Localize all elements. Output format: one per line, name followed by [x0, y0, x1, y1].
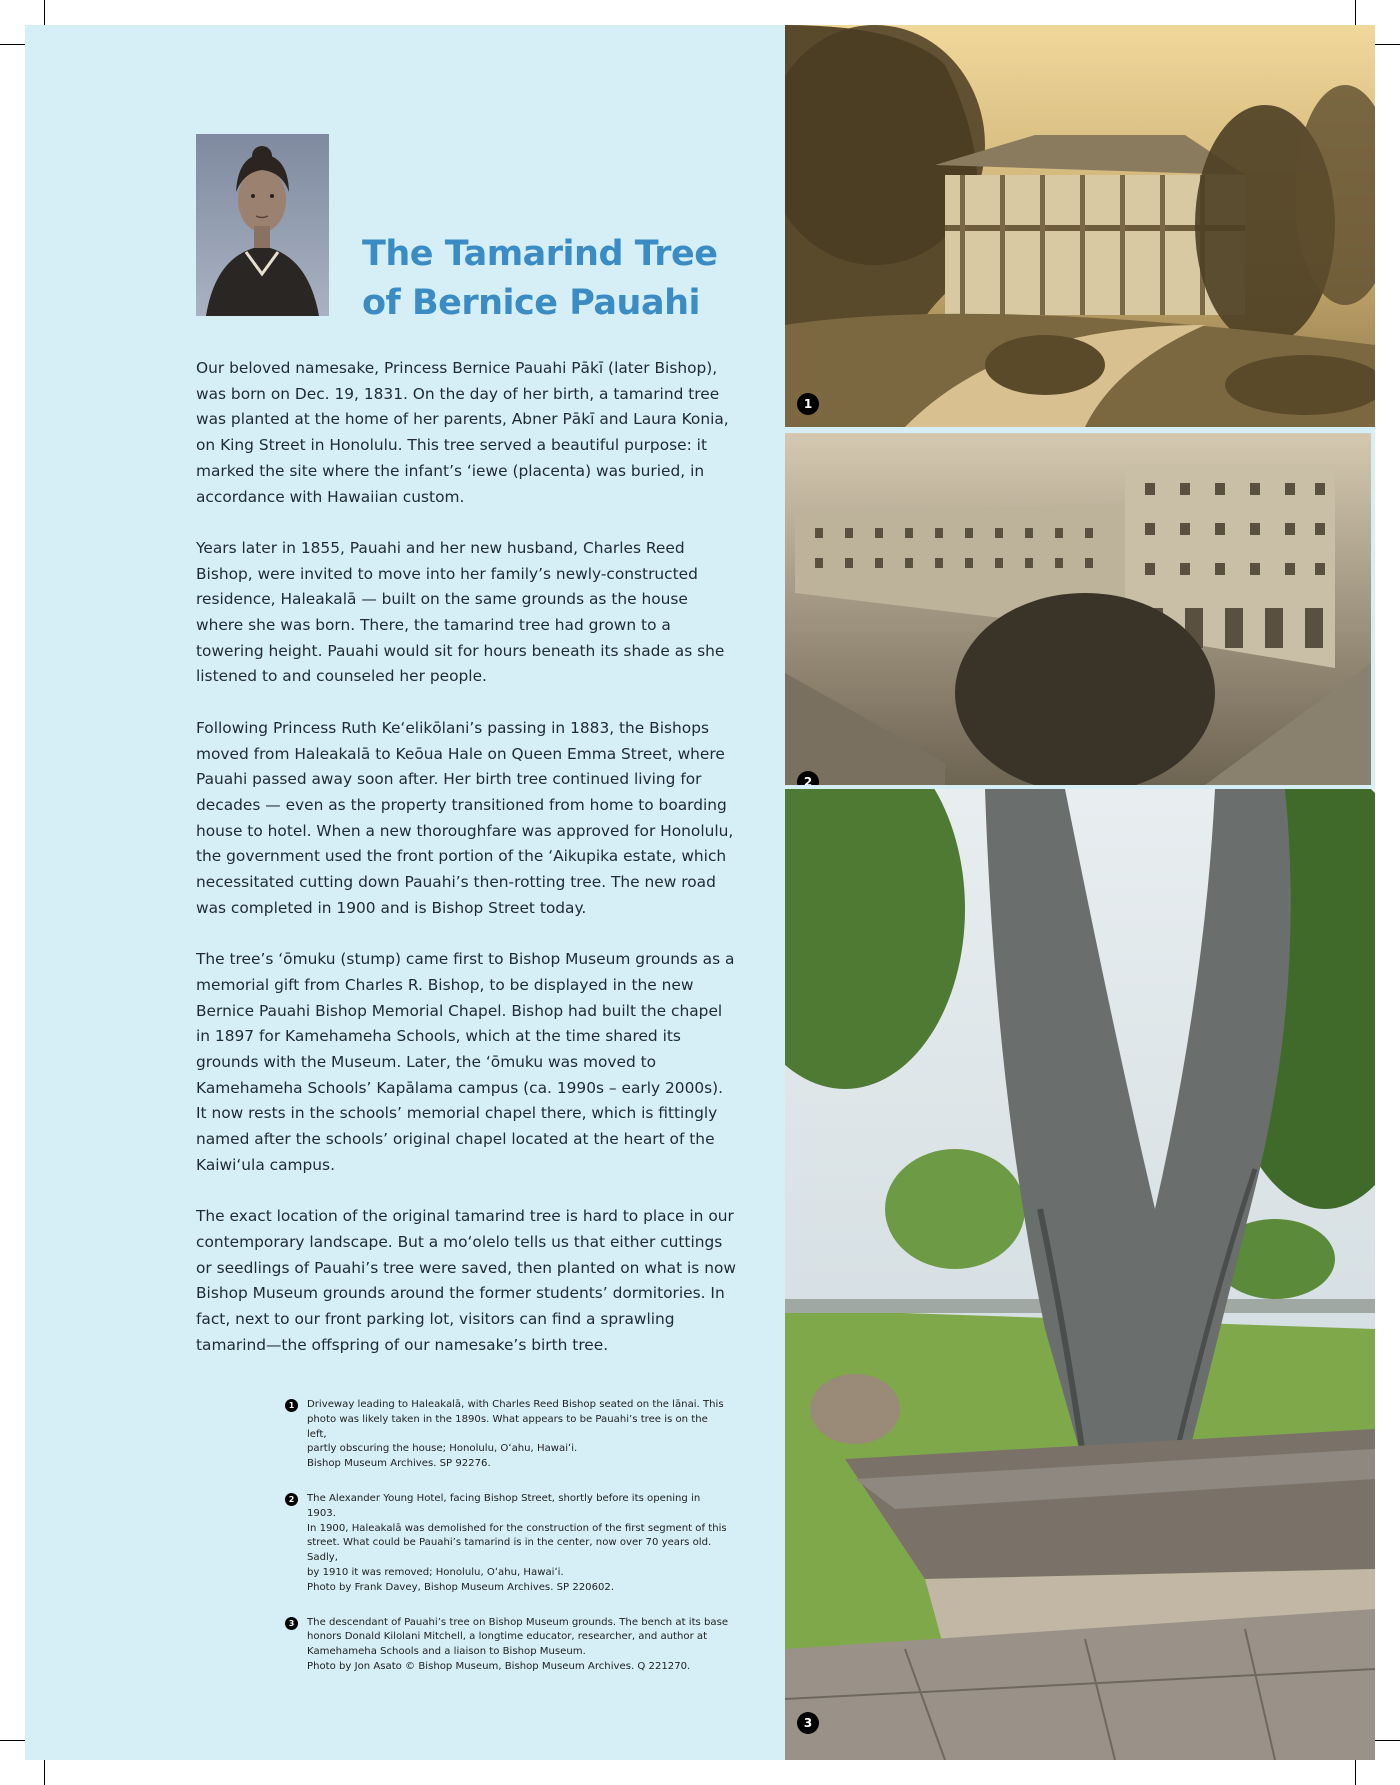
caption-line: by 1910 it was removed; Honolulu, Oʻahu, Hawaiʻi.	[307, 1566, 564, 1578]
caption-line: Photo by Frank Davey, Bishop Museum Archives. SP 220602.	[307, 1581, 615, 1593]
photo-haleakala-house	[785, 25, 1375, 427]
paragraph: Following Princess Ruth Keʻelikōlani’s passing in 1883, the Bishops moved from Haleakalā to Keōua Hale on Queen Emma Street, where Pauahi passed away soon after. Her birth tree continued living for decades — even as the property transitioned from home to boarding house to hotel. When a new thoroughfare was approved for Honolulu, the government used the front portion of the ʻAikupika estate, which necessitated cutting down Pauahi’s then-rotting tree. The new road was completed in 1900 and is Bishop Street today.	[196, 718, 734, 917]
caption-line: partly obscuring the house; Honolulu, Oʻahu, Hawaiʻi.	[307, 1443, 578, 1455]
caption-line: Bishop Museum Archives. SP 92276.	[307, 1458, 491, 1470]
photo-number-badge: 3	[797, 1712, 819, 1734]
caption-line: street. What could be Pauahi’s tamarind is in the center, now over 70 years old. Sadly,	[307, 1537, 712, 1564]
article-body	[196, 356, 736, 1384]
paragraph: The exact location of the original tamarind tree is hard to place in our contemporary landscape. But a moʻolelo tells us that either cuttings or seedlings of Pauahi’s tree were saved, then planted on what is now Bishop Museum grounds around the former students’ dormitories. In fact, next to our front parking lot, visitors can find a sprawling tamarind—the offspring of our namesake’s birth tree.	[196, 1207, 736, 1354]
caption-line: photo was likely taken in the 1890s. What appears to be Pauahi’s tree is on the left,	[307, 1413, 708, 1440]
caption-line: Photo by Jon Asato © Bishop Museum, Bishop Museum Archives. Q 221270.	[307, 1660, 691, 1672]
caption-number: 3	[285, 1617, 298, 1630]
caption-line: The descendant of Pauahi’s tree on Bishop Museum grounds. The bench at its base	[307, 1616, 729, 1628]
photo-column	[785, 25, 1375, 1760]
photo-alexander-young-hotel	[785, 433, 1371, 785]
caption-number: 1	[285, 1399, 298, 1412]
portrait-photo	[196, 134, 329, 316]
paragraph: The tree’s ʻōmuku (stump) came first to Bishop Museum grounds as a memorial gift from Charles R. Bishop, to be displayed in the new Bernice Pauahi Bishop Memorial Chapel. Bishop had built the chapel in 1897 for Kamehameha Schools, which at the time shared its grounds with the Museum. Later, the ʻōmuku was moved to Kamehameha Schools’ Kapālama campus (ca. 1990s – early 2000s). It now rests in the schools’ memorial chapel there, which is fittingly named after the schools’ original chapel located at the heart of the Kaiwiʻula campus.	[196, 950, 735, 1174]
page-title	[362, 230, 717, 328]
paragraph: Our beloved namesake, Princess Bernice Pauahi Pākī (later Bishop), was born on Dec. 19, 1831. On the day of her birth, a tamarind tree was planted at the home of her parents, Abner Pākī and Laura Konia, on King Street in Honolulu. This tree served a beautiful purpose: it marked the site where the infant’s ʻiewe (placenta) was buried, in accordance with Hawaiian custom.	[196, 359, 729, 506]
caption-2	[285, 1492, 730, 1596]
caption-3	[285, 1616, 730, 1675]
photo-tamarind-descendant	[785, 789, 1375, 1760]
caption-line: Driveway leading to Haleakalā, with Charles Reed Bishop seated on the lānai. This	[307, 1399, 724, 1410]
caption-number: 2	[285, 1493, 298, 1506]
title-line: The Tamarind Tree	[362, 234, 718, 274]
caption-1	[285, 1398, 730, 1472]
caption-line: Kamehameha Schools and a liaison to Bishop Museum.	[307, 1646, 586, 1658]
photo-captions	[285, 1398, 730, 1695]
caption-line: In 1900, Haleakalā was demolished for the construction of the first segment of this	[307, 1522, 727, 1534]
paragraph: Years later in 1855, Pauahi and her new husband, Charles Reed Bishop, were invited to move into her family’s newly-constructed residence, Haleakalā — built on the same grounds as the house where she was born. There, the tamarind tree had grown to a towering height. Pauahi would sit for hours beneath its shade as she listened to and counseled her people.	[196, 538, 725, 686]
title-line: of Bernice Pauahi	[362, 283, 700, 323]
caption-line: honors Donald Kilolani Mitchell, a longtime educator, researcher, and author at	[307, 1631, 708, 1643]
photo-number-badge: 1	[797, 393, 819, 415]
photo-number-badge: 2	[797, 771, 819, 785]
caption-line: The Alexander Young Hotel, facing Bishop Street, shortly before its opening in 1903.	[307, 1492, 701, 1519]
